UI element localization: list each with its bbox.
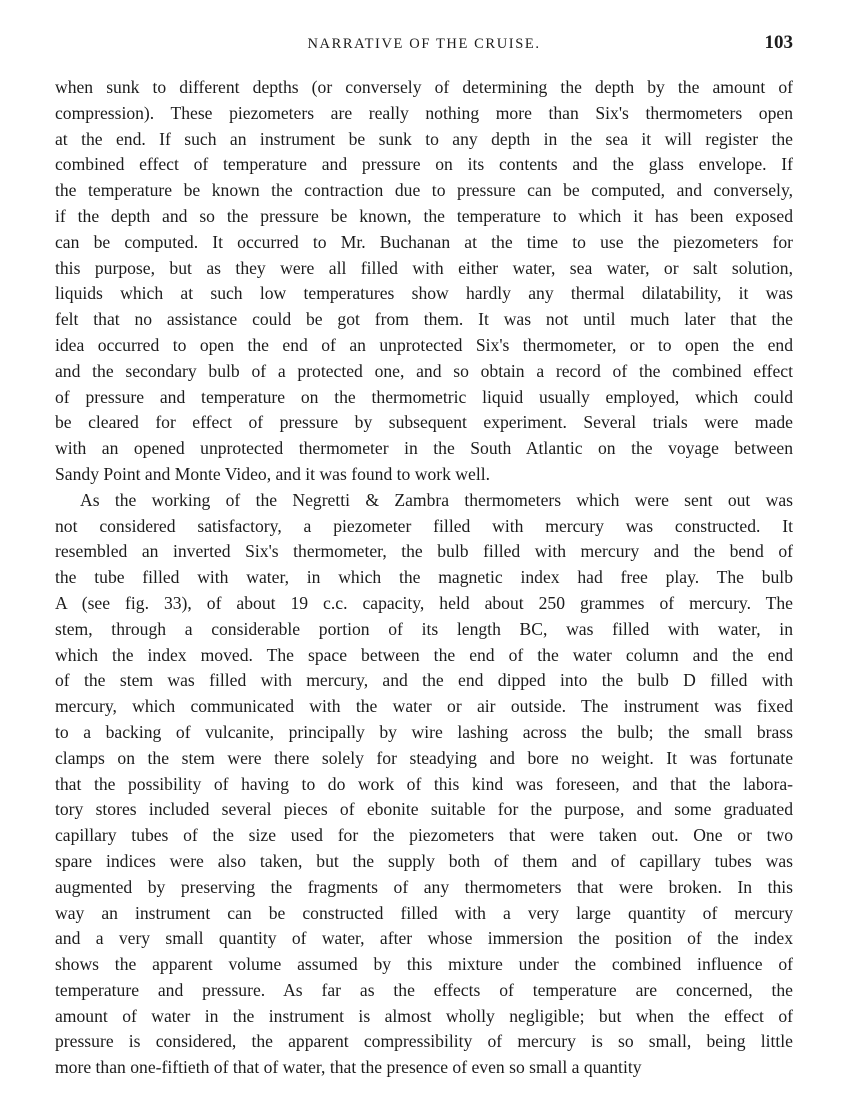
text-line: temperature and pressure. As far as the effects of temperature are concerned, the [55, 979, 793, 1000]
text-line: idea occurred to open the end of an unprotected Six's thermometer, or to open the end [55, 334, 793, 355]
text-line: be cleared for effect of pressure by subsequent experiment. Several trials were made [55, 412, 793, 433]
text-line: if the depth and so the pressure be known, the temperature to which it has been exposed [55, 205, 793, 226]
text-line: way an instrument can be constructed filled with a very large quantity of mercury [55, 902, 793, 923]
text-line: combined effect of temperature and pressure on its contents and the glass envelope. If [55, 154, 793, 175]
text-line: which the index moved. The space between the end of the water column and the end [55, 644, 793, 665]
text-line: felt that no assistance could be got from them. It was not until much later that the [55, 309, 793, 330]
text-line: the tube filled with water, in which the magnetic index had free play. The bulb [55, 567, 793, 588]
text-line: liquids which at such low temperatures show hardly any thermal dilatability, it was [55, 283, 793, 304]
text-line: pressure is considered, the apparent compressibility of mercury is so small, being little [55, 1031, 793, 1052]
text-line: not considered satisfactory, a piezometer filled with mercury was constructed. It [55, 515, 793, 536]
text-line: can be computed. It occurred to Mr. Buchanan at the time to use the piezometers for [55, 231, 793, 252]
page-number: 103 [764, 32, 793, 53]
text-line: capillary tubes of the size used for the piezometers that were taken out. One or two [55, 825, 793, 846]
text-line: augmented by preserving the fragments of any thermometers that were broken. In this [55, 876, 793, 897]
text-line: resembled an inverted Six's thermometer, the bulb filled with mercury and the bend of [55, 541, 793, 562]
text-line: amount of water in the instrument is almost wholly negligible; but when the effect of [55, 1005, 793, 1026]
text-line: As the working of the Negretti & Zambra thermometers which were sent out was [80, 489, 793, 510]
text-line: mercury, which communicated with the water or air outside. The instrument was fixed [55, 696, 793, 717]
text-line: shows the apparent volume assumed by this mixture under the combined influence of [55, 954, 793, 975]
text-line: tory stores included several pieces of ebonite suitable for the purpose, and some graduated [55, 799, 793, 820]
paragraph [55, 488, 793, 1081]
body-text [55, 75, 793, 1081]
text-line: of the stem was filled with mercury, and the end dipped into the bulb D filled with [55, 670, 793, 691]
text-line: A (see fig. 33), of about 19 c.c. capacity, held about 250 grammes of mercury. The [55, 592, 793, 613]
text-line: Sandy Point and Monte Video, and it was found to work well. [55, 463, 490, 484]
text-line: spare indices were also taken, but the supply both of them and of capillary tubes was [55, 850, 793, 871]
text-line: that the possibility of having to do work of this kind was foreseen, and that the labora- [55, 773, 793, 794]
text-line: and the secondary bulb of a protected one, and so obtain a record of the combined effect [55, 360, 793, 381]
text-line: this purpose, but as they were all filled with either water, sea water, or salt solution, [55, 257, 793, 278]
page-header [55, 30, 793, 60]
text-line: with an opened unprotected thermometer in the South Atlantic on the voyage between [55, 438, 793, 459]
text-line: more than one-fiftieth of that of water, that the presence of even so small a quantity [55, 1057, 642, 1078]
running-title: NARRATIVE OF THE CRUISE. [307, 36, 541, 52]
text-line: to a backing of vulcanite, principally by wire lashing across the bulb; the small brass [55, 721, 793, 742]
text-line: the temperature be known the contraction due to pressure can be computed, and conversely, [55, 180, 793, 201]
text-line: of pressure and temperature on the thermometric liquid usually employed, which could [55, 386, 793, 407]
text-line: clamps on the stem were there solely for steadying and bore no weight. It was fortunate [55, 747, 793, 768]
text-line: and a very small quantity of water, after whose immersion the position of the index [55, 928, 793, 949]
text-line: stem, through a considerable portion of its length BC, was filled with water, in [55, 618, 793, 639]
paragraph [55, 75, 793, 488]
text-line: compression). These piezometers are really nothing more than Six's thermometers open [55, 102, 793, 123]
text-line: when sunk to different depths (or conversely of determining the depth by the amount of [55, 77, 793, 97]
text-line: at the end. If such an instrument be sunk to any depth in the sea it will register the [55, 128, 793, 149]
